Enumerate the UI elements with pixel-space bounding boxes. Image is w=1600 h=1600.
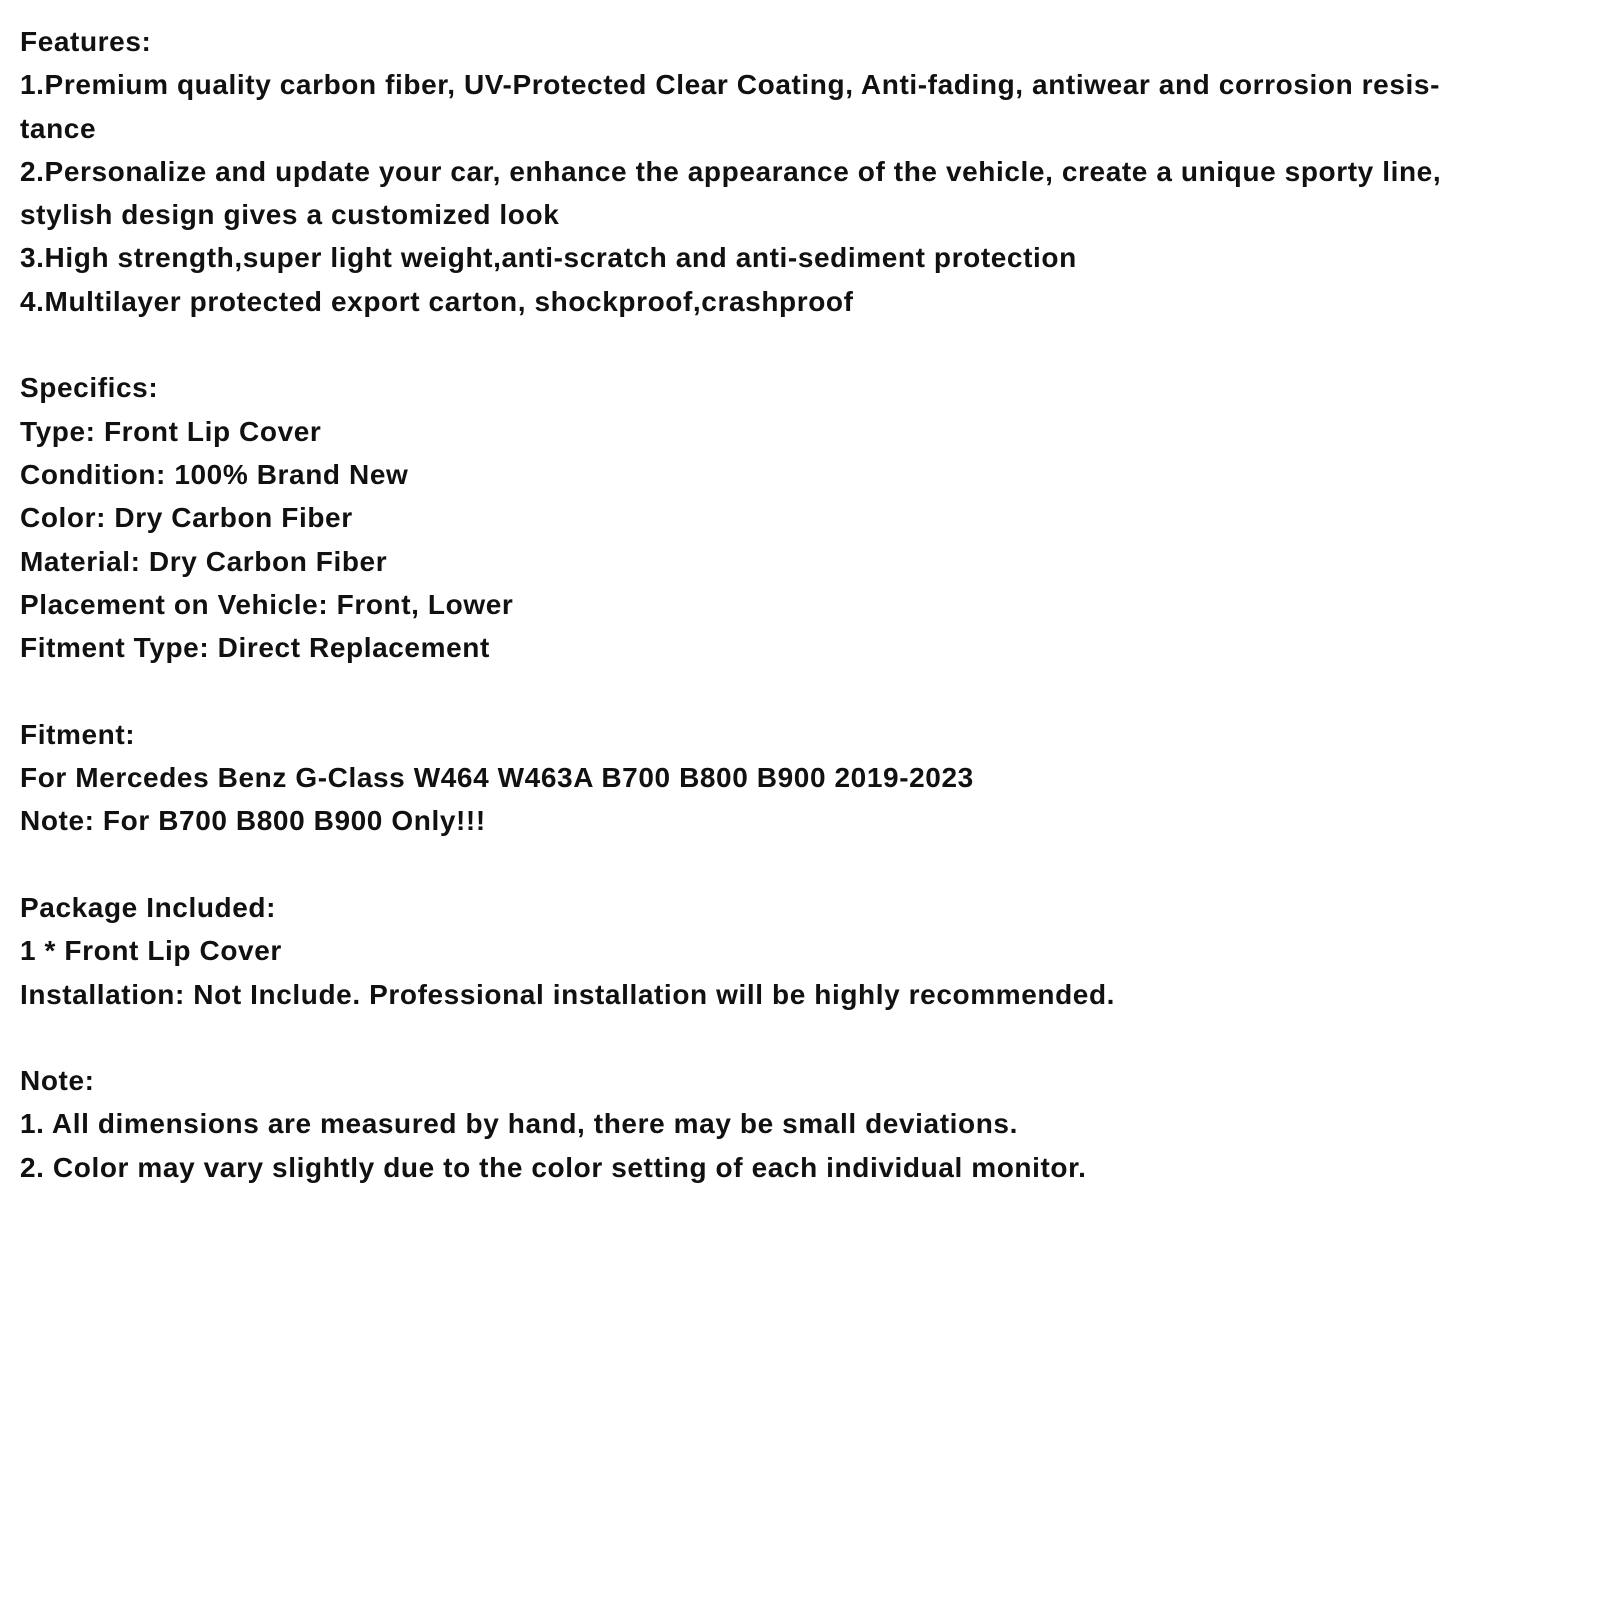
- feature-item-4: 4.Multilayer protected export carton, shockproof,crashproof: [20, 285, 854, 317]
- spec-fitment-type: Fitment Type: Direct Replacement: [20, 632, 490, 664]
- features-heading: Features:: [20, 26, 152, 57]
- package-installation: Installation: Not Include. Professional installation will be highly recommended.: [20, 978, 1116, 1010]
- package-heading: Package Included:: [20, 891, 277, 923]
- specifics-section: [20, 366, 1580, 669]
- fitment-note: Note: For B700 B800 B900 Only!!!: [20, 805, 486, 837]
- spec-color: Color: Dry Carbon Fiber: [20, 502, 353, 534]
- note-heading: Note:: [20, 1065, 95, 1097]
- feature-item-1-line-2: tance: [20, 112, 97, 144]
- note-item-1: 1. All dimensions are measured by hand, there may be small deviations.: [20, 1108, 1018, 1140]
- feature-item-2-line-2: stylish design gives a customized look: [20, 199, 560, 231]
- spec-type: Type: Front Lip Cover: [20, 415, 322, 447]
- fitment-heading: Fitment:: [20, 718, 136, 750]
- specifics-heading: Specifics:: [20, 372, 159, 404]
- feature-item-2-line-1: 2.Personalize and update your car, enhance the appearance of the vehicle, create a unique sporty line,: [20, 155, 1442, 187]
- section-spacer: [20, 323, 1580, 366]
- section-spacer: [20, 669, 1580, 712]
- package-item: 1 * Front Lip Cover: [20, 935, 282, 967]
- package-section: [20, 886, 1580, 1016]
- spec-placement: Placement on Vehicle: Front, Lower: [20, 588, 514, 620]
- section-spacer: [20, 843, 1580, 886]
- spec-material: Material: Dry Carbon Fiber: [20, 545, 388, 577]
- feature-item-3: 3.High strength,super light weight,anti-scratch and anti-sediment protection: [20, 242, 1077, 274]
- note-section: [20, 1059, 1580, 1189]
- spec-condition: Condition: 100% Brand New: [20, 458, 409, 490]
- fitment-section: [20, 713, 1580, 843]
- section-spacer: [20, 1016, 1580, 1059]
- note-item-2: 2. Color may vary slightly due to the color setting of each individual monitor.: [20, 1151, 1087, 1183]
- fitment-vehicle: For Mercedes Benz G-Class W464 W463A B700 B800 B900 2019-2023: [20, 762, 974, 794]
- feature-item-1-line-1: 1.Premium quality carbon fiber, UV-Protected Clear Coating, Anti-fading, antiwear and corrosion resis-: [20, 69, 1440, 101]
- features-section: [20, 20, 1580, 323]
- product-description: [20, 20, 1580, 1189]
